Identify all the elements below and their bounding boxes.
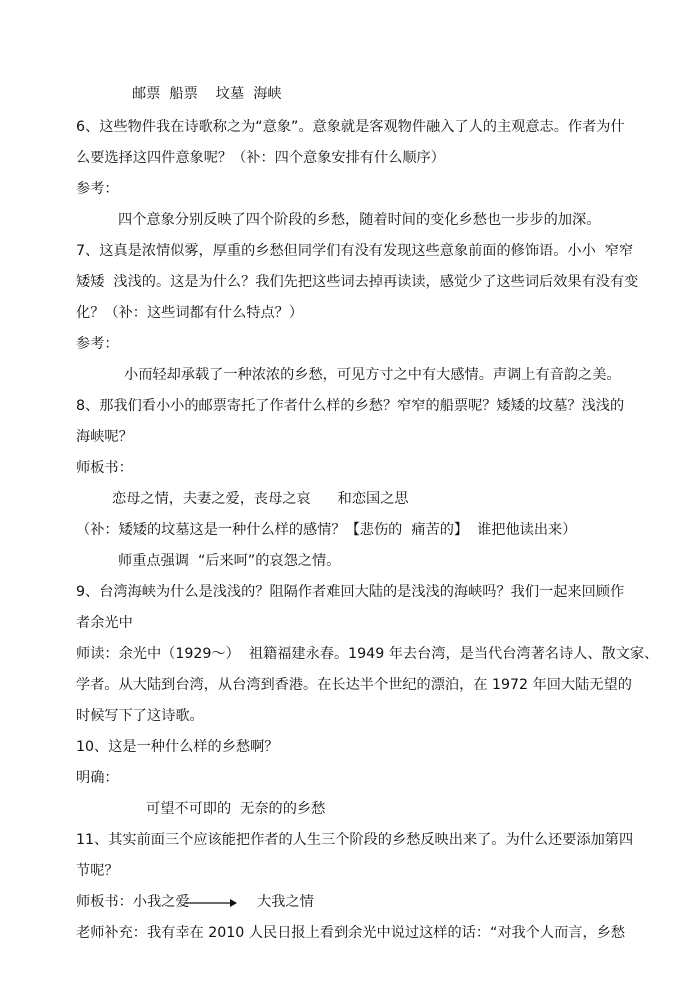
question-10: 10、这是一种什么样的乡愁啊？	[76, 739, 279, 755]
question-7-line-3: 化？（补：这些词都有什么特点？）	[76, 305, 304, 321]
reference-answer-6: 四个意象分别反映了四个阶段的乡愁，随着时间的变化乡愁也一步步的加深。	[118, 212, 601, 228]
question-6-line-2: 么要选择这四件意象呢？（补：四个意象安排有什么顺序）	[76, 150, 445, 166]
question-11-line-2: 节呢？	[76, 863, 119, 879]
question-7-line-1: 7、这真是浓情似雾，厚重的乡愁但同学们有没有发现这些意象前面的修饰语。小小 窄窄	[76, 243, 634, 259]
question-8-line-2: 海峡呢？	[76, 429, 133, 445]
question-9-line-1: 9、台湾海峡为什么是浅浅的？阻隔作者难回大陆的是浅浅的海峡吗？我们一起来回顾作	[76, 584, 625, 600]
clarify-answer-10: 可望不可即的 无奈的的乡愁	[146, 801, 326, 817]
blackboard-label: 师板书：	[76, 460, 133, 476]
question-9-line-2: 者余光中	[76, 615, 133, 631]
question-8-line-1: 8、那我们看小小的邮票寄托了作者什么样的乡愁？窄窄的船票呢？矮矮的坟墓？浅浅的	[76, 398, 625, 414]
reference-label: 参考：	[76, 181, 119, 197]
reference-answer-7: 小而轻却承载了一种浓浓的乡愁，可见方寸之中有大感情。声调上有音韵之美。	[124, 367, 621, 383]
question-6-line-1: 6、这些物件我在诗歌称之为“意象”。意象就是客观物件融入了人的主观意志。作者为什	[76, 119, 625, 135]
teacher-supplement: 老师补充：我有幸在 2010 人民日报上看到余光中说过这样的话：“对我个人而言，乡愁	[76, 925, 626, 941]
teacher-reading-line-3: 时候写下了这诗歌。	[76, 708, 204, 724]
teacher-reading-line-2: 学者。从大陆到台湾，从台湾到香港。在长达半个世纪的漂泊，在 1972 年回大陆无望的	[76, 677, 632, 693]
teacher-emphasis: 师重点强调 “后来呵”的哀怨之情。	[118, 553, 341, 569]
image-list-line: 邮票 船票 坟墓 海峡	[132, 86, 282, 102]
question-7-line-2: 矮矮 浅浅的。这是为什么？我们先把这些词去掉再读读，感觉少了这些词后效果有没有变	[76, 274, 639, 290]
supplement-8: （补：矮矮的坟墓这是一种什么样的感情？【悲伤的 痛苦的】 谁把他读出来）	[76, 522, 577, 538]
blackboard-content-8: 恋母之情，夫妻之爱，丧母之哀 和恋国之思	[112, 491, 409, 507]
clarify-label: 明确：	[76, 770, 119, 786]
blackboard-arrow-right: 大我之情	[257, 894, 314, 910]
right-arrow-icon	[186, 896, 238, 910]
teacher-reading-line-1: 师读：余光中（1929～） 祖籍福建永春。1949 年去台湾，是当代台湾著名诗人、散文家、	[76, 646, 659, 662]
reference-label: 参考：	[76, 336, 119, 352]
blackboard-arrow-left: 师板书：小我之爱	[76, 894, 190, 910]
question-11-line-1: 11、其实前面三个应该能把作者的人生三个阶段的乡愁反映出来了。为什么还要添加第四	[76, 832, 634, 848]
